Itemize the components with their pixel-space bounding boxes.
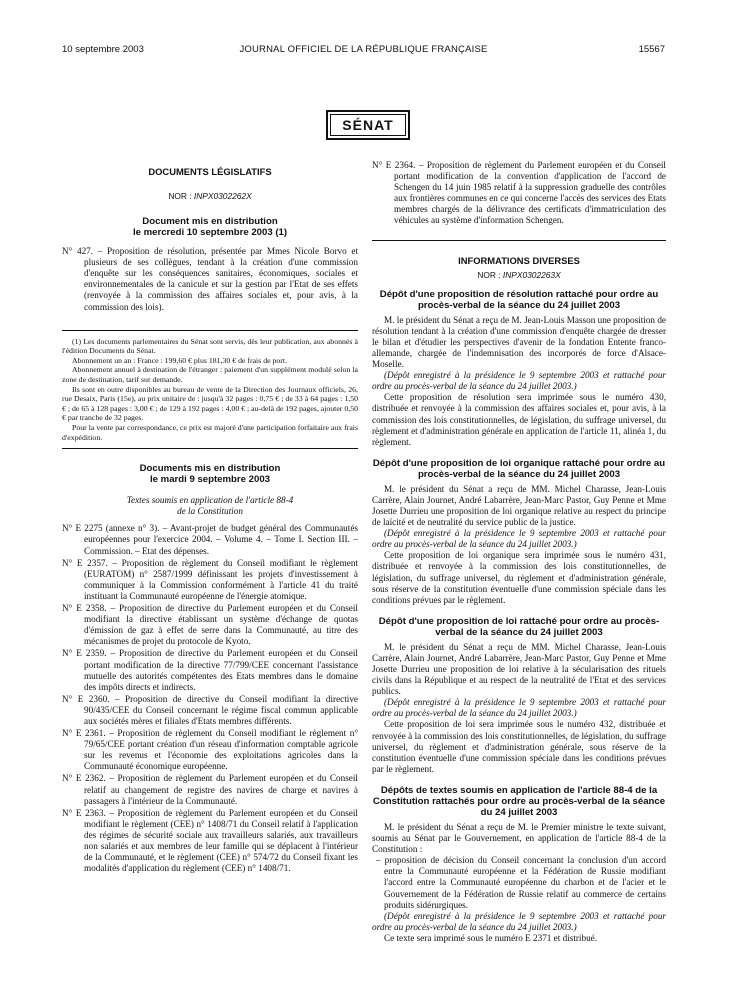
deposit-note: (Dépôt enregistré à la présidence le 9 septembre 2003 et rattaché pour ordre au procès-verbal de la séance du 24 juillet 2003.)	[372, 370, 666, 392]
distribution-date-2: le mardi 9 septembre 2003	[150, 474, 270, 486]
deposit-title-texts: Dépôts de textes soumis en application de l'article 88-4 de la Constitution rattachés pour ordre au procès-verbal de la séance du 24 juillet 2003	[372, 784, 666, 818]
deposit-bullet: – proposition de décision du Conseil concernant la conclusion d'un accord entre la Communauté européenne et la Fédération de Russie modifiant l'accord entre la Communauté européenne du charbon et de l'acier et le Gouvernement de la Fédération de Russie relatif au commerce de certains produits sidérurgiques.	[376, 855, 666, 910]
nor-prefix: NOR :	[477, 269, 503, 280]
nor-code: INPX0302263X	[502, 269, 561, 280]
footnote-divider	[62, 330, 358, 331]
text-item: N° E 2362. – Proposition de règlement du Parlement européen et du Conseil relatif au changement de registre des navires de charge et navires à passagers à l'intérieur de la Communauté.	[62, 773, 358, 806]
text-item-2364: N° E 2364. – Proposition de règlement du Parlement européen et du Conseil portant modification de la convention d'application de l'accord de Schengen du 14 juin 1985 relatif à la suppression graduelle des contrôles aux frontières communes en ce qui concerne l'accès des services des Etats membres chargés de la délivrance des certificats d'immatriculation des véhicules au système d'information Schengen.	[372, 160, 666, 226]
deposit-note: (Dépôt enregistré à la présidence le 9 septembre 2003 et rattaché pour ordre au procès-verbal de la séance du 24 juillet 2003.)	[372, 697, 666, 719]
chamber-box: SÉNAT	[326, 110, 410, 140]
section-title-informations: INFORMATIONS DIVERSES	[458, 254, 580, 266]
texts-title-2: de la Constitution	[177, 506, 243, 517]
distribution-title-1: Document mis en distribution	[142, 216, 278, 228]
text-item: N° E 2363. – Proposition de règlement du Parlement européen et du Conseil modifiant le règlement (CEE) n° 1408/71 du Conseil relatif à l'application des régimes de sécurité sociale aux travailleurs salariés, aux travailleurs non salariés et aux membres de leur famille qui se déplacent à l'intérieur de la Communauté, et le règlement (CEE) n° 574/72 du Conseil fixant les modalités d'application du règlement (CEE) n° 1408/71.	[62, 807, 358, 874]
nor-prefix: NOR :	[168, 191, 194, 201]
text-item: N° E 2358. – Proposition de directive du Parlement européen et du Conseil modifiant la directive établissant un système d'échange de quotas d'émission de gaz à effet de serre dans la Communauté, au titre des mécanismes de projet du protocole de Kyoto.	[62, 603, 358, 647]
deposit-title-organic-law: Dépôt d'une proposition de loi organique rattaché pour ordre au procès-verbal de la séance du 24 juillet 2003	[372, 457, 666, 480]
deposit-paragraph: Cette proposition de loi sera imprimée sous le numéro 432, distribuée et renvoyée à la commission des lois constitutionnelles, de législation, du suffrage universel, du règlement et d'administration générale, sous réserve de la constitution éventuelle d'une commission spéciale dans les conditions prévues par le règlement.	[372, 719, 666, 774]
section-title-documents: DOCUMENTS LÉGISLATIFS	[148, 166, 272, 177]
nor-line	[62, 191, 358, 202]
deposit-paragraph: M. le président du Sénat a reçu de M. Jean-Louis Masson une proposition de résolution tendant à la création d'une commission d'enquête chargée de dresser le bilan et d'étudier les perspectives d'avenir de la fondation Entente franco-allemande, chargée de l'indemnisation des incorporés de force d'Alsace-Moselle.	[372, 314, 666, 370]
deposit-note: (Dépôt enregistré à la présidence le 9 septembre 2003 et rattaché pour ordre au procès-verbal de la séance du 24 juillet 2003.)	[372, 528, 666, 550]
deposit-paragraph: M. le président du Sénat a reçu de MM. Michel Charasse, Jean-Louis Carrère, Alain Journet, André Labarrère, Jean-Marc Pastor, Guy Penne et Mme Josette Durrieu une proposition de loi organique relative au respect du principe de laïcité et de neutralité du service public de la justice.	[372, 483, 666, 528]
deposit-paragraph: Cette proposition de loi organique sera imprimée sous le numéro 431, distribuée et renvoyée à la commission des lois constitutionnelles, de législation, du suffrage universel, du règlement et d'administration générale, sous réserve de la constitution éventuelle d'une commission spéciale dans les conditions prévues par le règlement.	[372, 550, 666, 605]
header-date: 10 septembre 2003	[62, 44, 144, 55]
left-column	[62, 160, 358, 875]
footnote-subscription: Abonnement un an : France : 199,60 € plus 181,30 € de frais de port.	[72, 355, 288, 365]
text-item: N° E 2275 (annexe n° 3). – Avant-projet de budget général des Communautés européennes pour l'exercice 2004. – Volume 4. – Tome I. Section III. – Commission. – Etat des dépenses.	[62, 523, 358, 556]
text-item: N° E 2361. – Proposition de règlement du Conseil modifiant le règlement n° 79/65/CEE portant création d'un réseau d'information comptable agricole sur les revenus et l'économie des exploitations agricoles dans la Communauté économique européenne.	[62, 728, 358, 772]
right-column	[372, 160, 666, 944]
nor-line	[372, 270, 666, 281]
footnote-1: (1) Les documents parlementaires du Sénat sont servis, dès leur publication, aux abonnés à l'édition Documents du Sénat.	[62, 336, 358, 356]
footnote-prices: Ils sont en outre disponibles au bureau de vente de la Direction des Journaux officiels, 26, rue Desaix, Paris (15e), au prix unitaire de : jusqu'à 32 pages : 0,75 € ; de 33 à 64 pages : 1,50 € ; de 65 à 128 pages : 3,00 € ; de 129 à 192 pages : 4,00 € ; au-delà de 192 pages, ajouter 0,50 € par tranche de 32 pages.	[62, 384, 358, 423]
deposit-paragraph: Ce texte sera imprimé sous le numéro E 2371 et distribué.	[384, 932, 598, 943]
footnote-abroad: Abonnement annuel à destination de l'étranger : paiement d'un supplément modulé selon la zone de destination, tarif sur demande.	[62, 365, 358, 385]
journal-title: JOURNAL OFFICIEL DE LA RÉPUBLIQUE FRANÇAISE	[239, 44, 488, 55]
section-divider	[372, 240, 666, 241]
page-header	[62, 44, 665, 60]
text-item: N° E 2360. – Proposition de directive du Conseil modifiant la directive 90/435/CEE du Conseil concernant le régime fiscal commun applicable aux sociétés mères et filiales d'Etats membres différents.	[62, 693, 358, 726]
distribution-title-2: Documents mis en distribution	[139, 463, 281, 475]
footnote-shipping: Pour la vente par correspondance, ce prix est majoré d'une participation forfaitaire aux frais d'expédition.	[62, 423, 358, 442]
deposit-paragraph: M. le président du Sénat a reçu de M. le Premier ministre le texte suivant, soumis au Sénat par le Gouvernement, en application de l'article 88-4 de la Constitution :	[372, 821, 666, 855]
deposit-title-law: Dépôt d'une proposition de loi rattaché pour ordre au procès-verbal de la séance du 24 juillet 2003	[378, 615, 660, 638]
deposit-note: (Dépôt enregistré à la présidence le 9 septembre 2003 et rattaché pour ordre au procès-verbal de la séance du 24 juillet 2003.)	[372, 910, 666, 932]
page-number: 15567	[638, 44, 665, 55]
footnote-block	[62, 337, 358, 443]
deposit-paragraph: M. le président du Sénat a reçu de MM. Michel Charasse, Jean-Louis Carrère, Alain Journet, André Labarrère, Jean-Marc Pastor, Guy Penne et Mme Josette Durrieu une proposition de loi relative à la sécularisation des rituels civils dans la République et au respect de la neutralité de l'Etat et des services publics.	[372, 641, 666, 697]
nor-code: INPX0302262X	[193, 191, 252, 201]
texts-title-1: Textes soumis en application de l'article 88-4	[126, 495, 294, 506]
document-427: N° 427. – Proposition de résolution, présentée par Mmes Nicole Borvo et plusieurs de ses collègues, tendant à la création d'une commission d'enquête sur les conséquences sanitaires, économiques, sociales et environnementales de la canicule et sur la gestion par l'Etat de ses effets (renvoyée à la commission des affaires sociales et, pour avis, à la commission des lois).	[62, 246, 358, 312]
text-item: N° E 2357. – Proposition de règlement du Conseil modifiant le règlement (EURATOM) n° 2587/1999 définissant les projets d'investissement à communiquer à la Commission conformément à l'article 41 du traité instituant la Communauté européenne de l'énergie atomique.	[62, 557, 358, 601]
deposit-paragraph: Cette proposition de résolution sera imprimée sous le numéro 430, distribuée et renvoyée à la commission des affaires sociales et, pour avis, à la commission des lois constitutionnelles, de législation, du suffrage universel, du règlement et d'administration générale en application de l'article 11, alinéa 1, du règlement.	[372, 392, 666, 447]
distribution-date-1: le mercredi 10 septembre 2003 (1)	[132, 227, 288, 239]
deposit-title-resolution: Dépôt d'une proposition de résolution rattaché pour ordre au procès-verbal de la séance du 24 juillet 2003	[379, 288, 659, 311]
section-divider	[62, 448, 358, 449]
text-item: N° E 2359. – Proposition de directive du Parlement européen et du Conseil portant modification de la directive 77/799/CEE concernant l'assistance mutuelle des autorités compétentes des Etats membres dans le domaine des impôts directs et indirects.	[62, 648, 358, 692]
